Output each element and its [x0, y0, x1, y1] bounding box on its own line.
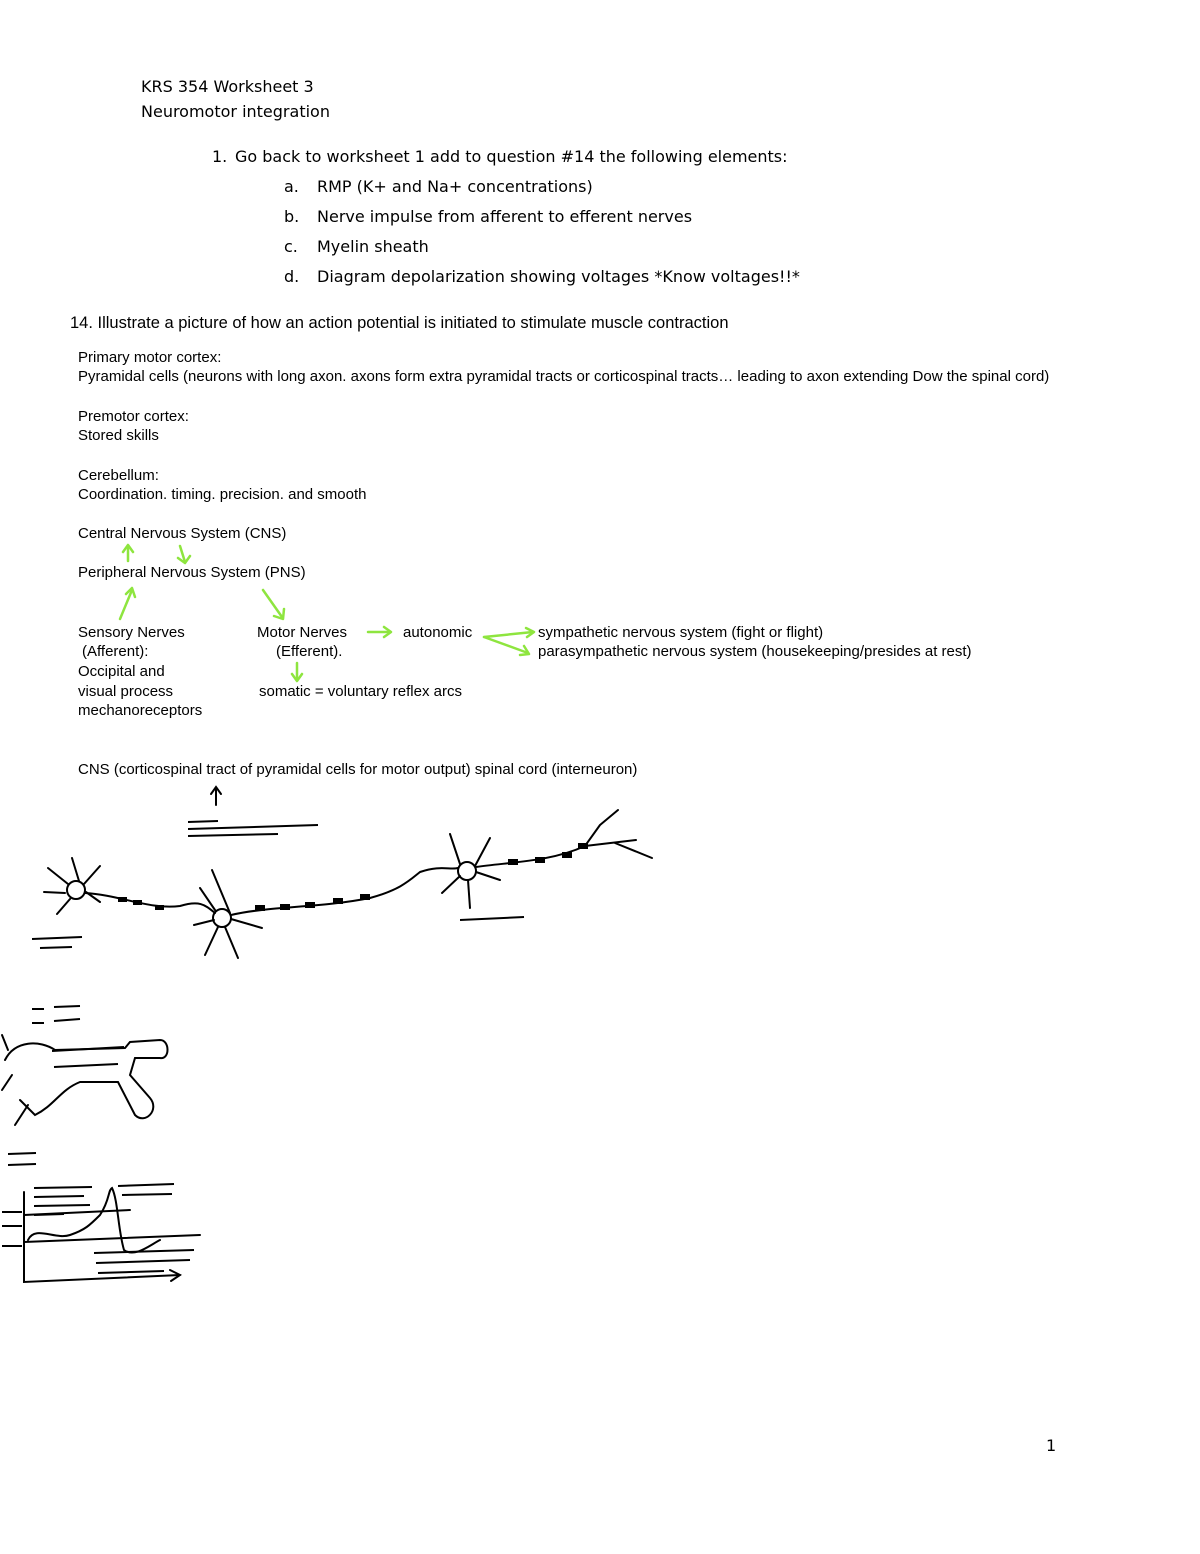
sensory-nerves-label: Sensory Nerves	[78, 624, 185, 641]
handwritten-annotation	[118, 1182, 176, 1200]
arrow-down-icon	[292, 663, 302, 681]
list-item-letter: b.	[284, 207, 300, 226]
neuron-soma	[67, 881, 85, 899]
cerebellum-heading: Cerebellum:	[78, 467, 159, 484]
premotor-text: Stored skills	[78, 427, 159, 444]
list-item: Myelin sheath	[317, 237, 429, 256]
cerebellum-text: Coordination. timing. precision. and smooth	[78, 486, 367, 503]
motor-nerves-label: Motor Nerves	[257, 624, 348, 641]
parasympathetic-label: parasympathetic nervous system (housekeeping/presides at rest)	[538, 643, 972, 660]
sensory-occipital-label: Occipital and	[78, 663, 165, 680]
rest-line	[24, 1235, 200, 1242]
premotor-heading: Premotor cortex:	[78, 408, 189, 425]
sensory-mechanoreceptors-label: mechanoreceptors	[78, 702, 203, 719]
motor-efferent-label: (Efferent).	[276, 643, 343, 660]
handwritten-annotation	[32, 935, 84, 955]
neuron-chain-drawing	[44, 787, 652, 958]
handwritten-annotation	[32, 1003, 84, 1029]
page-number: 1	[1046, 1436, 1057, 1455]
cns-corticospinal-line: CNS (corticospinal tract of pyramidal cells for motor output) spinal cord (interneuron)	[78, 761, 638, 778]
handwritten-annotation	[460, 913, 526, 925]
arrow-split-icon	[484, 628, 534, 655]
primary-motor-heading: Primary motor cortex:	[78, 349, 222, 366]
sensory-afferent-label: (Afferent):	[82, 643, 149, 660]
handwritten-annotation	[8, 1150, 38, 1170]
sympathetic-label: sympathetic nervous system (fight or flight)	[538, 624, 824, 641]
handwritten-annotation	[52, 1045, 126, 1073]
list-item: RMP (K+ and Na+ concentrations)	[317, 177, 593, 196]
list-item-letter: d.	[284, 267, 300, 286]
neuron-soma	[213, 909, 231, 927]
topic-title: Neuromotor integration	[141, 102, 330, 121]
cns-label: Central Nervous System (CNS)	[78, 525, 287, 542]
pns-label: Peripheral Nervous System (PNS)	[78, 564, 306, 581]
arrow-up-icon	[120, 588, 135, 619]
sensory-visual-label: visual process	[78, 683, 174, 700]
list-item-letter: c.	[284, 237, 298, 256]
handwritten-annotation	[94, 1248, 198, 1278]
list-item-letter: a.	[284, 177, 299, 196]
handwritten-annotation	[34, 1185, 94, 1219]
list-item: Nerve impulse from afferent to efferent nerves	[317, 207, 693, 226]
question-14-text: 14. Illustrate a picture of how an action potential is initiated to stimulate muscle contraction	[70, 314, 729, 332]
handwritten-annotation	[188, 818, 320, 840]
handwritten-annotation	[2, 1202, 24, 1252]
question-1-number: 1.	[212, 147, 228, 166]
arrow-up-icon	[123, 545, 133, 561]
autonomic-label: autonomic	[403, 624, 473, 641]
somatic-label: somatic = voluntary reflex arcs	[259, 683, 462, 700]
arrow-down-icon	[178, 546, 190, 563]
arrow-down-icon	[263, 590, 284, 619]
question-1-text: Go back to worksheet 1 add to question #14 the following elements:	[235, 147, 788, 166]
primary-motor-text: Pyramidal cells (neurons with long axon. axons form extra pyramidal tracts or corticospinal tracts… leading to axon extending Dow the spinal cord)	[78, 368, 1050, 385]
course-title: KRS 354 Worksheet 3	[141, 77, 314, 96]
list-item: Diagram depolarization showing voltages *Know voltages!!*	[317, 267, 800, 286]
arrow-right-icon	[368, 627, 391, 637]
